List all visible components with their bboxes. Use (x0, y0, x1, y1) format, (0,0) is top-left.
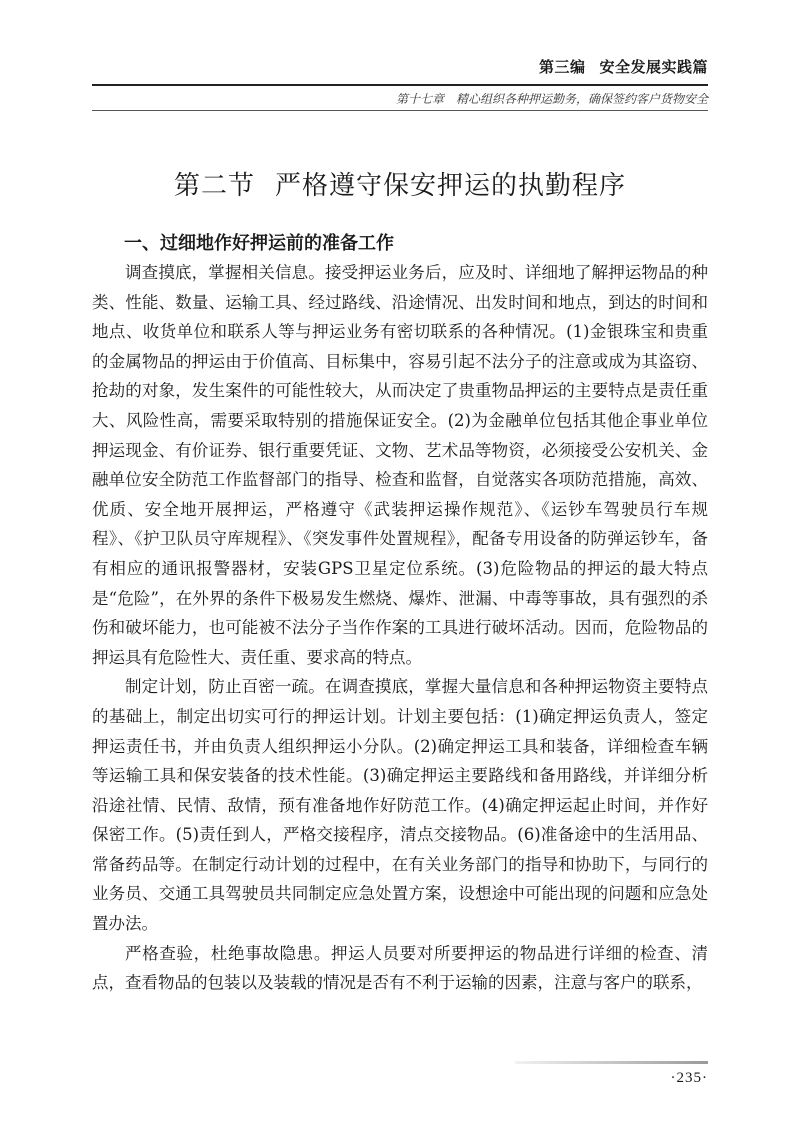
header-underline (92, 110, 708, 111)
part-title (539, 56, 708, 77)
paragraph: 调查摸底，掌握相关信息。接受押运业务后，应及时、详细地了解押运物品的种类、性能、数量、运输工具、经过路线、沿途情况、出发时间和地点，到达的时间和地点、收货单位和联系人等与押运业务有密切联系的各种情况。(1)金银珠宝和贵重的金属物品的押运由于价值高、目标集中，容易引起不法分子的注意或成为其盗窃、抢劫的对象，发生案件的可能性较大，从而决定了贵重物品押运的主要特点是责任重大、风险性高，需要采取特别的措施保证安全。(2)为金融单位包括其他企事业单位押运现金、有价证券、银行重要凭证、文物、艺术品等物资，必须接受公安机关、金融单位安全防范工作监督部门的指导、检查和监督，自觉落实各项防范措施，高效、优质、安全地开展押运，严格遵守《武装押运操作规范》、《运钞车驾驶员行车规程》、《护卫队员守库规程》、《突发事件处置规程》，配备专用设备的防弹运钞车，备有相应的通讯报警器材，安装GPS卫星定位系统。(3)危险物品的押运的最大特点是“危险”，在外界的条件下极易发生燃烧、爆炸、泄漏、中毒等事故，具有强烈的杀伤和破坏能力，也可能被不法分子当作作案的工具进行破坏活动。因而，危险物品的押运具有危险性大、责任重、要求高的特点。 (92, 263, 708, 667)
section-number: 第二节 (173, 171, 255, 202)
chapter-title: 精心组织各种押运勤务，确保签约客户货物安全 (455, 92, 708, 106)
running-header (539, 56, 708, 77)
section-heading (0, 165, 800, 202)
body-text (92, 258, 708, 998)
part-number: 第三编 (538, 58, 586, 76)
chapter-number: 第十七章 (395, 92, 444, 106)
chapter-running-title (396, 90, 708, 107)
section-title: 严格遵守保安押运的执勤程序 (275, 171, 627, 202)
header-rule (92, 84, 708, 86)
subsection-heading: 一、过细地作好押运前的准备工作 (124, 232, 394, 254)
page-number: ·235· (670, 1070, 708, 1086)
paragraph: 严格查验，杜绝事故隐患。押运人员要对所要押运的物品进行详细的检查、清点，查看物品的包装以及装载的情况是否有不利于运输的因素，注意与客户的联系， (92, 943, 708, 993)
footer-rule (515, 1061, 708, 1064)
part-name: 安全发展实践篇 (599, 58, 708, 76)
paragraph: 制定计划，防止百密一疏。在调查摸底，掌握大量信息和各种押运物资主要特点的基础上，制定出切实可行的押运计划。计划主要包括：(1)确定押运负责人，签定押运责任书，并由负责人组织押运小分队。(2)确定押运工具和装备，详细检查车辆等运输工具和保安装备的技术性能。(3)确定押运主要路线和备用路线，并详细分析沿途社情、民情、敌情，预有准备地作好防范工作。(4)确定押运起止时间，并作好保密工作。(5)责任到人，严格交接程序，清点交接物品。(6)准备途中的生活用品、常备药品等。在制定行动计划的过程中，在有关业务部门的指导和协助下，与同行的业务员、交通工具驾驶员共同制定应急处置方案，设想途中可能出现的问题和应急处置办法。 (92, 677, 708, 934)
